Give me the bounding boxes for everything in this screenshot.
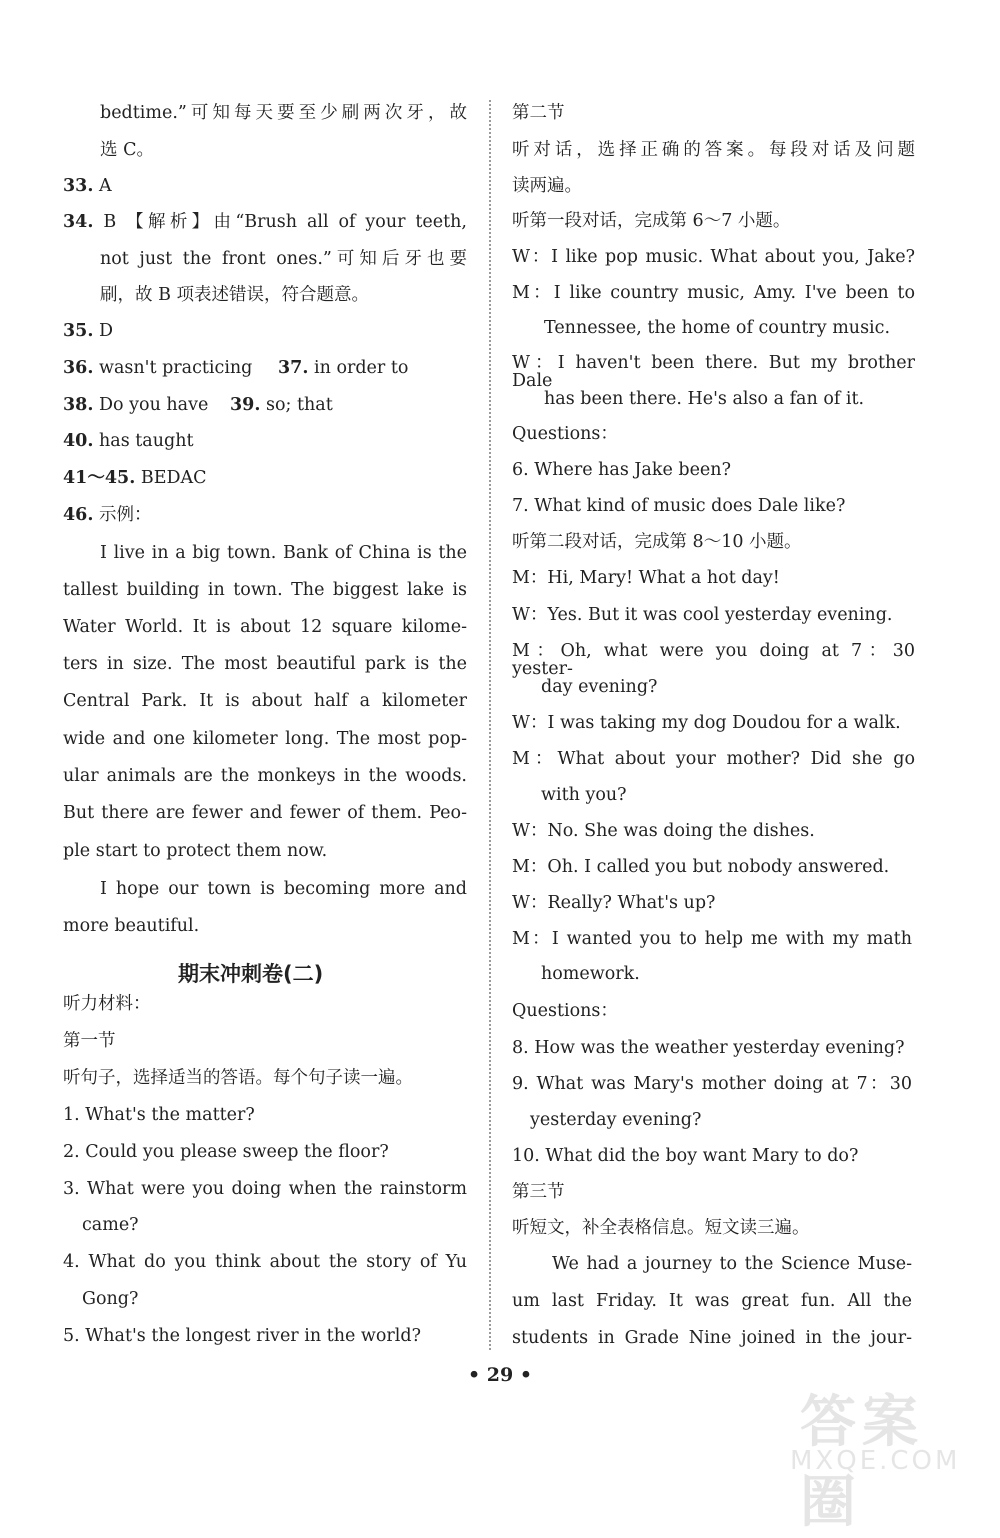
question-number: 39. <box>230 395 261 415</box>
right-column-line <box>512 751 915 769</box>
left-column-line <box>63 619 467 637</box>
left-column-line <box>100 545 467 563</box>
left-column-line <box>82 1217 139 1235</box>
right-column-line <box>512 285 915 303</box>
left-column-line <box>63 323 113 341</box>
line-text: W：I was taking my dog Doudou for a walk. <box>512 713 901 733</box>
right-column-line <box>512 1148 858 1166</box>
line-text: M：Oh, what were you doing at 7：30 yester- <box>512 641 915 679</box>
right-column-line <box>512 142 915 160</box>
line-text: M：Hi, Mary! What a hot day! <box>512 568 780 588</box>
right-column-line <box>512 426 618 444</box>
line-text: M：What about your mother? Did she go <box>512 749 915 769</box>
right-column-line <box>512 1003 618 1021</box>
line-text: But there are fewer and fewer of them. Peo- <box>63 803 467 823</box>
right-column-line <box>512 1220 810 1238</box>
line-text: I live in a big town. Bank of China is the <box>100 543 467 563</box>
line-text: 听第二段对话，完成第 8～10 小题。 <box>512 532 802 552</box>
line-text: has been there. He's also a fan of it. <box>544 389 865 409</box>
right-column-line <box>512 823 815 841</box>
left-column-line <box>63 214 467 232</box>
line-text: bedtime.”可知每天要至少刷两次牙，故 <box>100 103 467 123</box>
right-column-line <box>512 1076 912 1094</box>
line-text: 听力材料： <box>63 994 151 1014</box>
line-text: 8. How was the weather yesterday evening? <box>512 1038 905 1058</box>
line-text: 选 C。 <box>100 140 154 160</box>
right-column-line <box>512 715 901 733</box>
right-column-line <box>512 607 892 625</box>
left-column-line <box>100 251 467 269</box>
question-number: 37. <box>278 358 309 378</box>
line-text: more beautiful. <box>63 916 200 936</box>
line-text: W：I like pop music. What about you, Jake? <box>512 247 915 267</box>
line-text: came? <box>82 1215 139 1235</box>
right-column-line <box>512 1184 565 1202</box>
line-text: with you? <box>541 785 627 805</box>
line-text: We had a journey to the Science Muse- <box>552 1254 912 1274</box>
line-text: Questions： <box>512 424 618 444</box>
left-column-line <box>63 1254 467 1272</box>
line-text: 3. What were you doing when the rainstorm <box>63 1179 467 1199</box>
left-column-line <box>63 1144 389 1162</box>
line-text: wide and one kilometer long. The most pop- <box>63 729 467 749</box>
left-column-line <box>63 1033 116 1051</box>
question-number: 46. <box>63 505 94 525</box>
line-text: 示例： <box>93 505 152 525</box>
line-text: BEDAC <box>135 468 207 488</box>
line-text: W：No. She was doing the dishes. <box>512 821 815 841</box>
left-column-line <box>63 805 467 823</box>
line-text: 刷，故 B 项表述错误，符合题意。 <box>100 285 369 305</box>
left-column-line <box>63 731 467 749</box>
line-text: B 【解析】由“Brush all of your teeth, <box>93 212 467 232</box>
right-column-line <box>512 249 915 267</box>
line-text: has taught <box>93 431 194 451</box>
line-text: I hope our town is becoming more and <box>100 879 467 899</box>
right-column-line <box>512 178 582 196</box>
page-number: • 29 • <box>468 1364 532 1386</box>
left-column-line <box>278 360 408 378</box>
left-column-line <box>100 287 369 305</box>
left-column-line <box>100 881 467 899</box>
right-column-line <box>552 1256 912 1274</box>
line-text: homework. <box>541 964 640 984</box>
question-number: 38. <box>63 395 94 415</box>
line-text: M：I wanted you to help me with my math <box>512 929 912 949</box>
question-number: 36. <box>63 358 94 378</box>
line-text: students in Grade Nine joined in the jour- <box>512 1328 912 1348</box>
line-text: 5. What's the longest river in the world? <box>63 1326 421 1346</box>
question-number: 41～45. <box>63 468 136 488</box>
question-number: 34. <box>63 212 94 232</box>
line-text: Water World. It is about 12 square kilome- <box>63 617 467 637</box>
right-column-line <box>512 213 790 231</box>
right-column-line <box>512 859 889 877</box>
line-text: 听对话，选择正确的答案。每段对话及问题 <box>512 140 915 160</box>
column-divider <box>489 100 491 1350</box>
watermark-url: MXQE.COM <box>790 1446 961 1476</box>
line-text: ular animals are the monkeys in the woods. <box>63 766 467 786</box>
line-text: 第二节 <box>512 103 565 123</box>
right-column-line <box>512 931 912 949</box>
line-text: W：Really? What's up? <box>512 893 716 913</box>
left-column-line <box>63 360 252 378</box>
line-text: in order to <box>308 358 409 378</box>
left-column-line <box>63 1070 413 1088</box>
line-text: Gong? <box>82 1289 139 1309</box>
line-text: ple start to protect them now. <box>63 841 328 861</box>
right-column-line <box>541 787 627 805</box>
left-column-line <box>63 768 467 786</box>
line-text: W：Yes. But it was cool yesterday evening. <box>512 605 893 625</box>
line-text: not just the front ones.”可知后牙也要 <box>100 249 467 269</box>
watermark-logo <box>780 1378 980 1535</box>
line-text: W：I haven't been there. But my brother Dale <box>512 353 915 391</box>
line-text: tallest building in town. The biggest lake is <box>63 580 467 600</box>
right-column-line <box>544 391 864 409</box>
right-column-line <box>512 1330 912 1348</box>
left-column-line <box>82 1291 138 1309</box>
left-column-line <box>100 142 154 160</box>
section-title: 期末冲刺卷(二) <box>178 962 324 986</box>
line-text: 7. What kind of music does Dale like? <box>512 496 846 516</box>
line-text: 读两遍。 <box>512 176 582 196</box>
left-column-line <box>63 1181 467 1199</box>
line-text: so; that <box>260 395 333 415</box>
question-number: 35. <box>63 321 94 341</box>
line-text: 听短文，补全表格信息。短文读三遍。 <box>512 1218 810 1238</box>
right-column-line <box>512 355 915 390</box>
left-column-line <box>63 470 207 488</box>
left-column-line <box>63 918 199 936</box>
left-column-line <box>63 1328 421 1346</box>
line-text: D <box>93 321 114 341</box>
line-text: 9. What was Mary's mother doing at 7：30 <box>512 1074 912 1094</box>
line-text: M：I like country music, Amy. I've been to <box>512 283 915 303</box>
question-number: 40. <box>63 431 94 451</box>
left-column-line <box>63 693 467 711</box>
line-text: Central Park. It is about half a kilometer <box>63 691 467 711</box>
line-text: 10. What did the boy want Mary to do? <box>512 1146 859 1166</box>
line-text: ters in size. The most beautiful park is the <box>63 654 467 674</box>
left-column-line <box>63 507 152 525</box>
right-column-line <box>512 1040 905 1058</box>
line-text: 听句子，选择适当的答语。每个句子读一遍。 <box>63 1068 413 1088</box>
left-column-line <box>230 397 333 415</box>
left-column-line <box>63 433 194 451</box>
right-column-line <box>512 462 731 480</box>
line-text: A <box>93 176 112 196</box>
right-column-line <box>530 1112 701 1130</box>
line-text: 6. Where has Jake been? <box>512 460 731 480</box>
line-text: wasn't practicing <box>93 358 253 378</box>
left-column-line <box>63 582 467 600</box>
right-column-line <box>512 895 715 913</box>
right-column-line <box>544 320 890 338</box>
line-text: Do you have <box>93 395 209 415</box>
line-text: 4. What do you think about the story of Yu <box>63 1252 467 1272</box>
line-text: yesterday evening? <box>530 1110 702 1130</box>
left-column-line <box>63 178 112 196</box>
right-column-line <box>541 679 657 697</box>
line-text: 2. Could you please sweep the floor? <box>63 1142 389 1162</box>
line-text: um last Friday. It was great fun. All the <box>512 1291 912 1311</box>
line-text: 第一节 <box>63 1031 116 1051</box>
right-column-line <box>512 570 780 588</box>
line-text: Questions： <box>512 1001 618 1021</box>
left-column-line <box>63 397 208 415</box>
right-column-line <box>512 1293 912 1311</box>
watermark-text: 答案圈 <box>800 1390 924 1535</box>
left-column-line <box>63 656 467 674</box>
left-column-line <box>100 105 467 123</box>
left-column-line <box>63 996 151 1014</box>
line-text: M：Oh. I called you but nobody answered. <box>512 857 890 877</box>
right-column-line <box>541 966 640 984</box>
line-text: day evening? <box>541 677 658 697</box>
question-number: 33. <box>63 176 94 196</box>
right-column-line <box>512 534 802 552</box>
right-column-line <box>512 498 845 516</box>
line-text: 听第一段对话，完成第 6～7 小题。 <box>512 211 791 231</box>
right-column-line <box>512 105 565 123</box>
line-text: 第三节 <box>512 1182 565 1202</box>
line-text: 1. What's the matter? <box>63 1105 255 1125</box>
right-column-line <box>512 643 915 678</box>
left-column-line <box>63 843 327 861</box>
line-text: Tennessee, the home of country music. <box>544 318 891 338</box>
left-column-line <box>63 1107 255 1125</box>
